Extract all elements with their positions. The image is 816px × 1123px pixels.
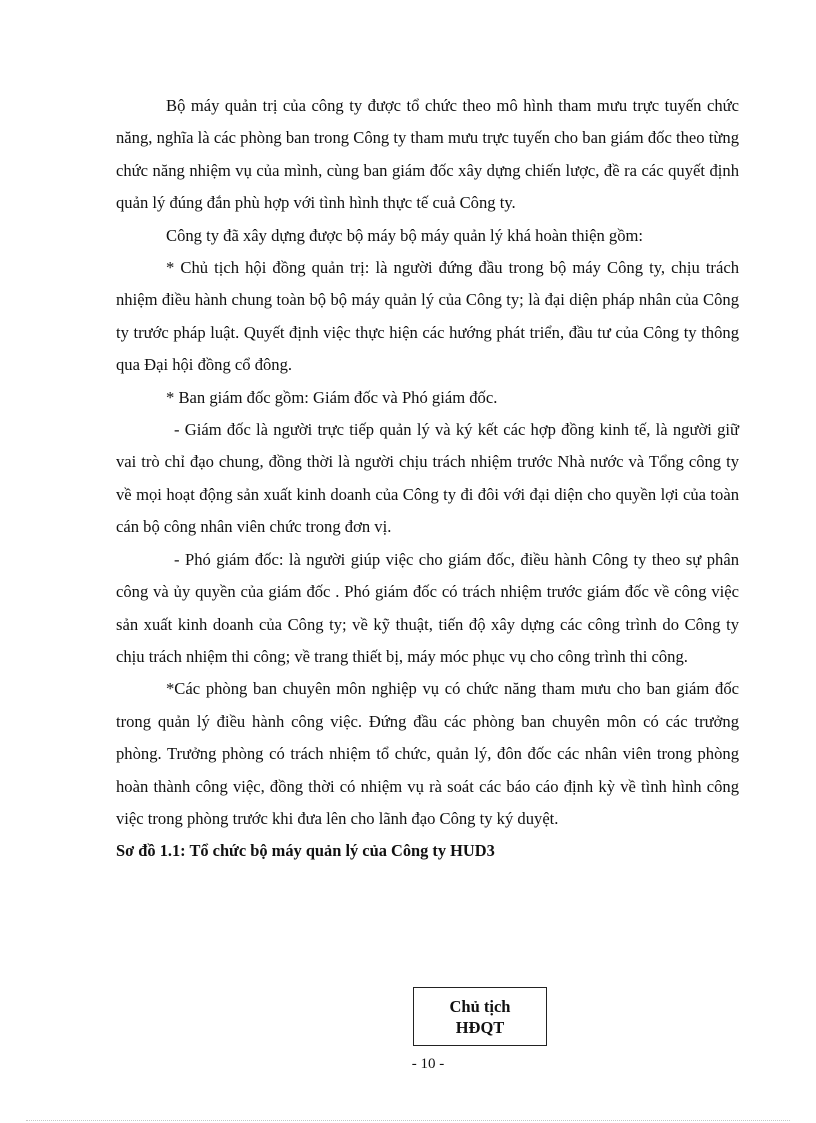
paragraph-intro: Công ty đã xây dựng được bộ máy bộ máy quản lý khá hoàn thiện gồm: [166, 225, 644, 245]
org-chart-box-chairman [413, 987, 547, 1046]
paragraph-chairman: * Chủ tịch hội đồng quản trị: là người đứng đầu trong bộ máy Công ty, chịu trách nhiệm điều hành chung toàn bộ bộ máy quản lý của Công ty; là đại diện pháp nhân của Công ty trước pháp luật. Quyết định việc thực hiện các hướng phát triển, đầu tư của Công ty thông qua Đại hội đồng cổ đông. [116, 258, 739, 375]
paragraph-director: - Giám đốc là người trực tiếp quản lý và ký kết các hợp đồng kinh tế, là người giữ vai trò chỉ đạo chung, đồng thời là người chịu trách nhiệm trước Nhà nước và Tổng công ty về mọi hoạt động sản xuất kinh doanh của Công ty đi đôi với đại diện cho quyền lợi của toàn cán bộ công nhân viên chức trong đơn vị. [116, 420, 739, 537]
paragraph-board: * Ban giám đốc gồm: Giám đốc và Phó giám đốc. [166, 387, 498, 407]
paragraph-deputy-director: - Phó giám đốc: là người giúp việc cho giám đốc, điều hành Công ty theo sự phân công và ủy quyền của giám đốc . Phó giám đốc có trách nhiệm trước giám đốc về công việc sản xuất kinh doanh của Công ty; về kỹ thuật, tiến độ xây dựng các công trình do Công ty chịu trách nhiệm thi công; về trang thiết bị, máy móc phục vụ cho công trình thi công. [116, 549, 739, 666]
paragraph-management-structure: Bộ máy quản trị của công ty được tổ chức theo mô hình tham mưu trực tuyến chức năng, nghĩa là các phòng ban trong Công ty tham mưu trực tuyến cho ban giám đốc theo từng chức năng nhiệm vụ của mình, cùng ban giám đốc xây dựng chiến lược, đề ra các quyết định quản lý đúng đắn phù hợp với tình hình thực tế cuả Công ty. [116, 96, 739, 213]
page-number: - 10 - [411, 1056, 445, 1072]
org-chart-box-line2: HĐQT [455, 1017, 505, 1037]
org-chart-box-line1: Chủ tịch [449, 996, 511, 1016]
diagram-caption: Sơ đồ 1.1: Tổ chức bộ máy quản lý của Công ty HUD3 [116, 841, 495, 861]
paragraph-departments: *Các phòng ban chuyên môn nghiệp vụ có chức năng tham mưu cho ban giám đốc trong quản lý điều hành công việc. Đứng đầu các phòng ban chuyên môn có các trưởng phòng. Trưởng phòng có trách nhiệm tổ chức, quản lý, đôn đốc các nhân viên trong phòng hoàn thành công việc, đồng thời có nhiệm vụ rà soát các báo cáo định kỳ về tình hình công việc trong phòng trước khi đưa lên cho lãnh đạo Công ty ký duyệt. [116, 679, 739, 828]
body-text [116, 90, 739, 868]
page-footer-divider [26, 1120, 790, 1121]
